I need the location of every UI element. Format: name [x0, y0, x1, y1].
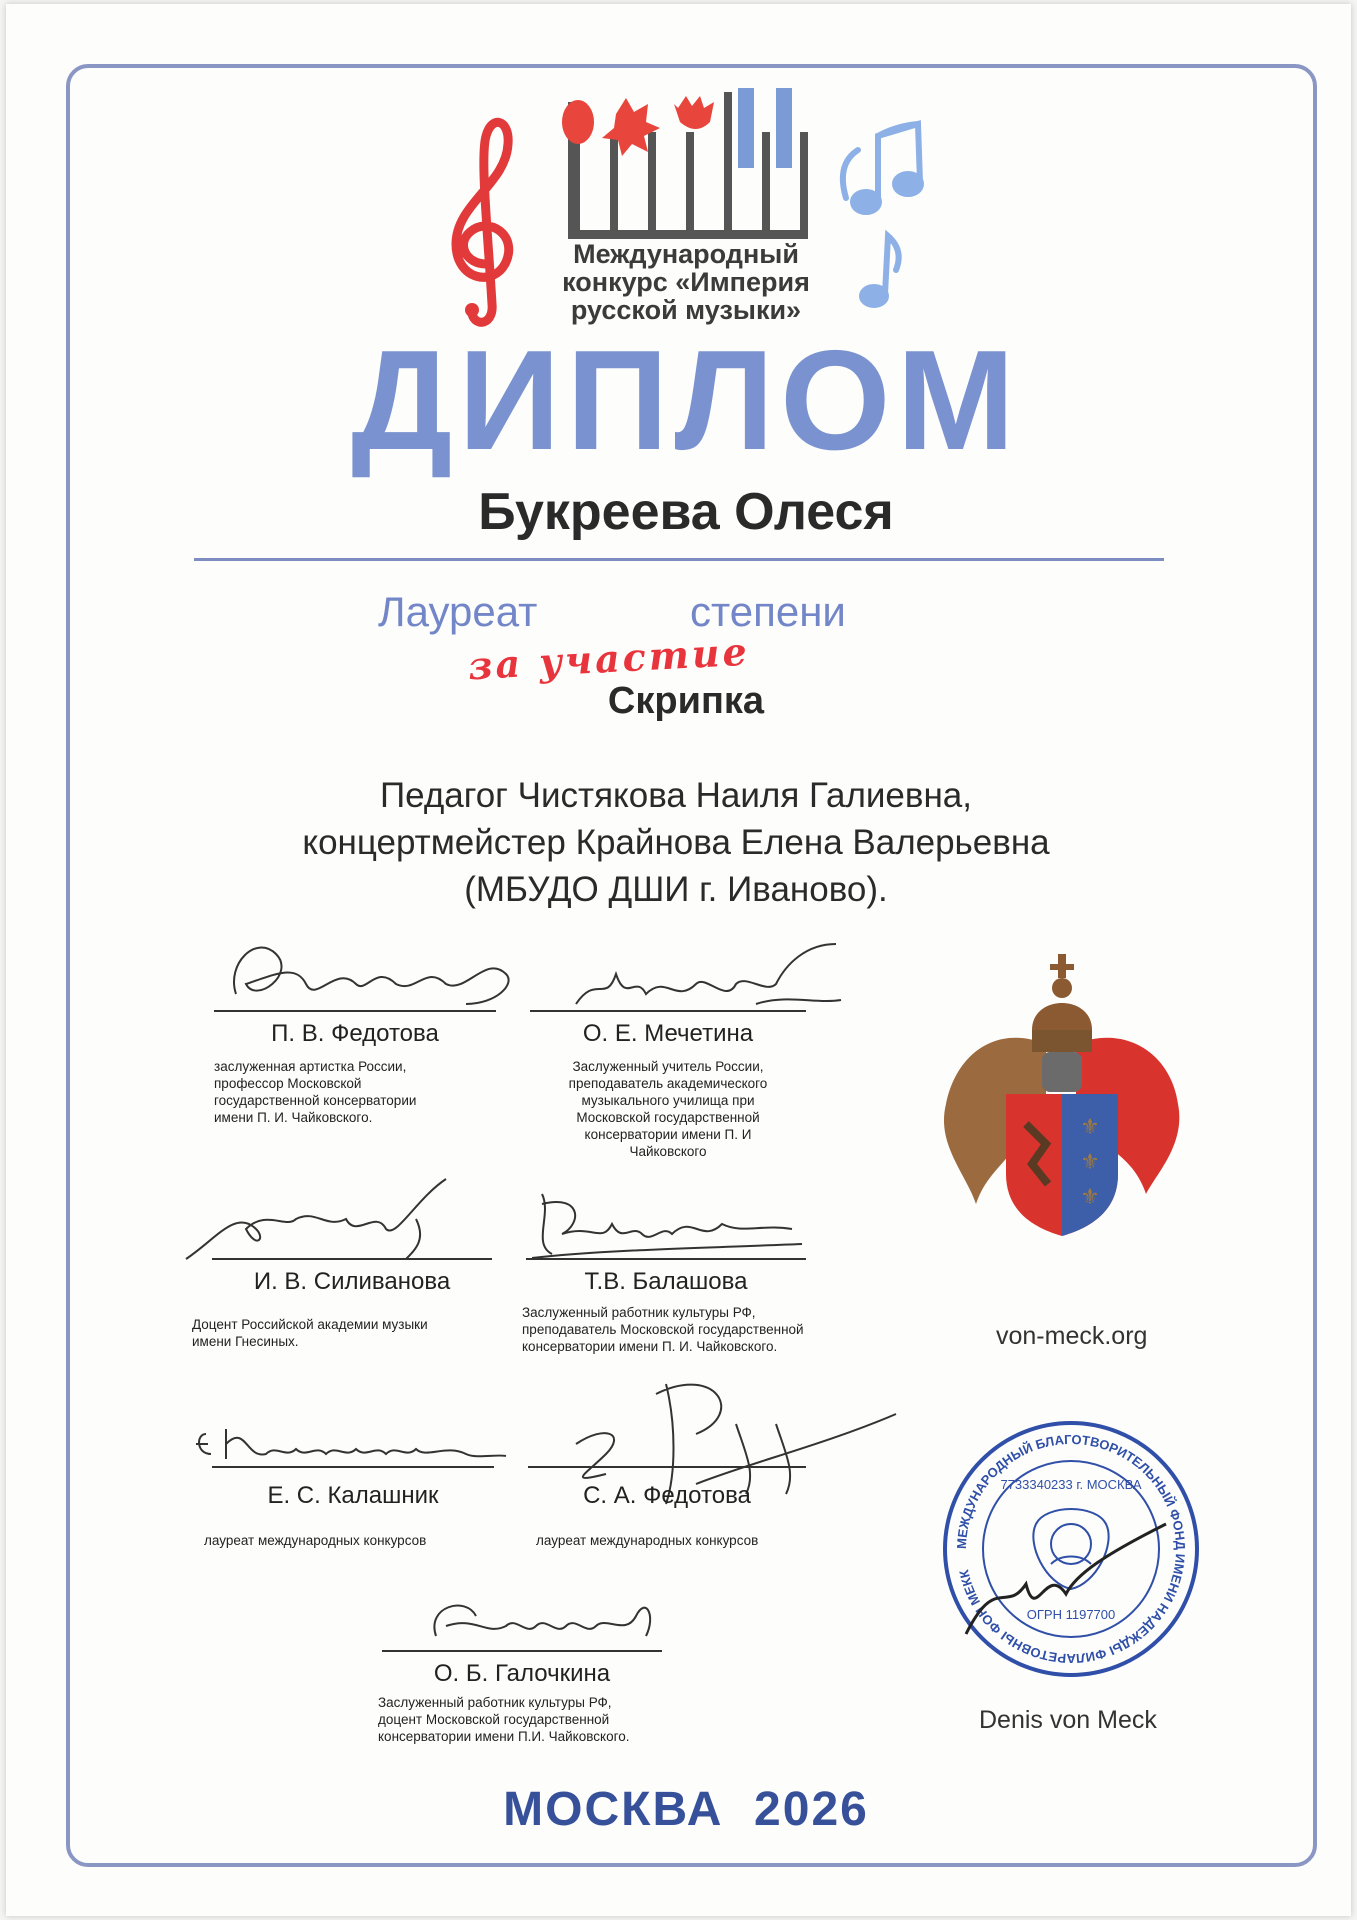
signatory-name-5: Е. С. Калашник — [267, 1482, 439, 1509]
signature-line-2 — [530, 1010, 806, 1012]
signatory-title-4-line: Заслуженный работник культуры РФ, — [522, 1305, 756, 1320]
logo-line-2: конкурс «Империя — [562, 267, 810, 297]
director-name: Denis von Meck — [979, 1706, 1157, 1734]
stamp-ring-text: МЕЖДУНАРОДНЫЙ БЛАГОТВОРИТЕЛЬНЫЙ ФОНД ИМЕНИ НАДЕЖДЫ ФИЛАРЕТОВНЫ ФОН МЕКК — [953, 1431, 1189, 1667]
name-underline — [194, 558, 1164, 561]
signatory-title-2-line: Московской государственной — [576, 1110, 760, 1125]
signatory-title-3 — [192, 1316, 428, 1350]
foundation-stamp — [936, 1414, 1206, 1684]
logo-line-3: русской музыки» — [570, 295, 802, 325]
signatory-title-1 — [214, 1058, 416, 1126]
signatory-name-6: С. А. Федотова — [583, 1482, 751, 1509]
signature-line-4 — [526, 1258, 806, 1260]
signatory-title-7 — [378, 1694, 629, 1745]
signatory-title-2-line: Чайковского — [629, 1144, 707, 1159]
signatory-title-4-line: консерватории имени П. И. Чайковского. — [522, 1339, 778, 1354]
coat-of-arms-icon — [936, 944, 1186, 1244]
logo-line-1: Международный — [573, 239, 799, 269]
award-word-degree: степени — [690, 588, 846, 635]
signatory-title-7-line: доцент Московской государственной — [378, 1712, 610, 1727]
signatory-title-4 — [522, 1304, 804, 1355]
signatory-title-2 — [530, 1058, 806, 1160]
signatory-title-2-line: музыкального училища при — [581, 1093, 755, 1108]
teacher-block — [176, 772, 1176, 913]
signatory-title-1-line: имени П. И. Чайковского. — [214, 1110, 373, 1125]
svg-text:⚜: ⚜ — [1080, 1150, 1100, 1175]
handwritten-award-note: за участие — [467, 628, 751, 689]
signature-line-1 — [214, 1010, 496, 1012]
signatory-name-1: П. В. Федотова — [271, 1020, 439, 1047]
signature-line-7 — [382, 1650, 662, 1652]
signature-silivanova — [176, 1169, 476, 1269]
website-link: von-meck.org — [996, 1322, 1148, 1350]
award-word-laureate: Лауреат — [378, 588, 538, 635]
signatory-title-5-line: лауреат международных конкурсов — [204, 1533, 427, 1548]
stamp-inn: 7733340233 г. МОСКВА — [1000, 1477, 1142, 1492]
signature-galochkina — [416, 1586, 676, 1656]
signatory-title-2-line: консерватории имени П. И — [584, 1127, 752, 1142]
svg-text:⚜: ⚜ — [1080, 1115, 1100, 1140]
teacher-line-2: концертмейстер Крайнова Елена Валерьевна — [302, 823, 1050, 862]
treble-clef-icon — [456, 122, 509, 322]
competition-logo-text — [546, 240, 826, 324]
signature-kalashnik — [186, 1414, 516, 1474]
signatory-title-1-line: профессор Московской — [214, 1076, 362, 1091]
footer-year: 2026 — [754, 1783, 869, 1836]
signatory-title-1-line: государственной консерватории — [214, 1093, 417, 1108]
signatory-name-3: И. В. Силиванова — [253, 1268, 451, 1295]
signatory-title-3-line: Доцент Российской академии музыки — [192, 1317, 428, 1332]
signatory-name-4: Т.В. Балашова — [584, 1268, 748, 1295]
signatory-title-6 — [536, 1532, 758, 1549]
signature-line-5 — [212, 1466, 494, 1468]
teacher-line-1: Педагог Чистякова Наиля Галиевна, — [379, 776, 972, 815]
signatory-title-2-line: преподаватель академического — [568, 1076, 768, 1091]
teacher-line-3: (МБУДО ДШИ г. Иваново). — [464, 870, 888, 909]
instrument: Скрипка — [607, 680, 765, 722]
signatory-title-1-line: заслуженная артистка России, — [214, 1059, 407, 1074]
music-notes-icon — [843, 124, 921, 305]
signature-line-3 — [212, 1258, 492, 1260]
signatory-title-7-line: консерватории имени П.И. Чайковского. — [378, 1729, 630, 1744]
svg-text:⚜: ⚜ — [1080, 1185, 1100, 1210]
stamp-ogrn: ОГРН 1197700 — [1026, 1607, 1116, 1622]
signature-line-6 — [528, 1466, 806, 1468]
signatory-title-3-line: имени Гнесиных. — [192, 1334, 299, 1349]
signature-fedotova-pv — [216, 924, 536, 1024]
diploma-sheet — [6, 4, 1351, 1916]
signatory-title-5 — [204, 1532, 426, 1549]
signatory-title-6-line: лауреат международных конкурсов — [536, 1533, 759, 1548]
signatory-name-7: О. Б. Галочкина — [433, 1660, 611, 1687]
signatory-title-7-line: Заслуженный работник культуры РФ, — [378, 1695, 612, 1710]
footer-city-year — [406, 1782, 966, 1837]
stamp-emblem-icon — [1033, 1509, 1108, 1589]
footer-city: МОСКВА — [503, 1783, 724, 1836]
signatory-title-2-line: Заслуженный учитель России, — [572, 1059, 764, 1074]
signatory-title-4-line: преподаватель Московской государственной — [522, 1322, 804, 1337]
signatory-name-2: О. Е. Мечетина — [582, 1020, 754, 1047]
recipient-name: Букреева Олеся — [478, 483, 894, 541]
signature-balashova — [522, 1184, 812, 1264]
diploma-title: ДИПЛОМ — [351, 321, 1021, 480]
